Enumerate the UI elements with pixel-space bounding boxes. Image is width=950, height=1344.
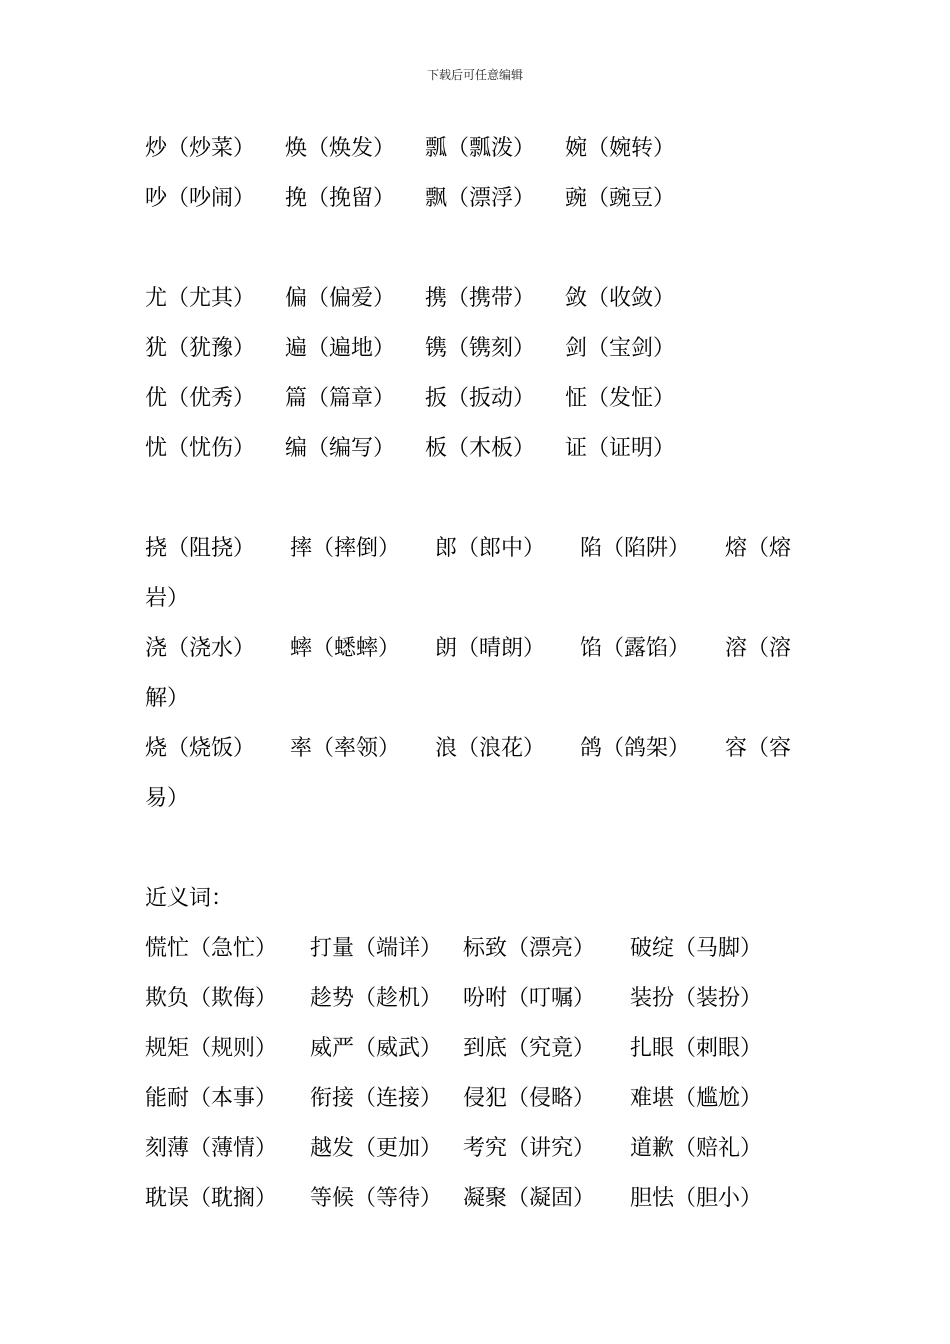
word-entry: 婉（婉转） bbox=[565, 136, 676, 161]
synonym-entry: 吩咐（叮嘱） bbox=[463, 986, 596, 1011]
spacer bbox=[145, 824, 835, 874]
word-entry: 郎（郎中） bbox=[435, 536, 546, 561]
word-entry: 吵（吵闹） bbox=[145, 186, 256, 211]
word-entry: 怔（发怔） bbox=[565, 386, 676, 411]
word-entry: 扳（扳动） bbox=[425, 386, 536, 411]
word-entry: 遍（遍地） bbox=[285, 336, 396, 361]
synonym-entry: 刻薄（薄情） bbox=[145, 1136, 278, 1161]
word-entry: 携（携带） bbox=[425, 286, 536, 311]
synonym-row bbox=[145, 974, 835, 1024]
word-line-continuation: 解） bbox=[145, 686, 190, 711]
word-row bbox=[145, 174, 835, 224]
word-entry: 鸽（鸽架） bbox=[580, 736, 691, 761]
word-entry: 镌（镌刻） bbox=[425, 336, 536, 361]
synonym-row bbox=[145, 1024, 835, 1074]
synonym-entry: 装扮（装扮） bbox=[630, 986, 763, 1011]
word-entry: 浪（浪花） bbox=[435, 736, 546, 761]
synonym-entry: 耽误（耽搁） bbox=[145, 1186, 278, 1211]
word-line-continuation: 岩） bbox=[145, 586, 190, 611]
synonym-entry: 侵犯（侵略） bbox=[463, 1086, 596, 1111]
word-entry: 率（率领） bbox=[290, 736, 401, 761]
word-entry: 豌（豌豆） bbox=[565, 186, 676, 211]
word-entry: 蟀（蟋蟀） bbox=[290, 636, 401, 661]
synonym-entry: 规矩（规则） bbox=[145, 1036, 278, 1061]
word-entry: 朗（晴朗） bbox=[435, 636, 546, 661]
synonym-entry: 能耐（本事） bbox=[145, 1086, 278, 1111]
word-line bbox=[145, 524, 835, 574]
synonym-row bbox=[145, 924, 835, 974]
word-entry: 挠（阻挠） bbox=[145, 536, 256, 561]
spacer bbox=[145, 474, 835, 524]
word-entry: 犹（犹豫） bbox=[145, 336, 256, 361]
synonym-entry: 破绽（马脚） bbox=[630, 936, 763, 961]
word-entry: 焕（焕发） bbox=[285, 136, 396, 161]
word-entry: 尤（尤其） bbox=[145, 286, 256, 311]
word-entry: 熔（熔 bbox=[725, 536, 792, 561]
synonym-entry: 考究（讲究） bbox=[463, 1136, 596, 1161]
synonym-row bbox=[145, 1124, 835, 1174]
word-entry: 浇（浇水） bbox=[145, 636, 256, 661]
word-entry: 板（木板） bbox=[425, 436, 536, 461]
word-entry: 偏（偏爱） bbox=[285, 286, 396, 311]
word-entry: 敛（收敛） bbox=[565, 286, 676, 311]
word-entry: 烧（烧饭） bbox=[145, 736, 256, 761]
synonym-entry: 凝聚（凝固） bbox=[463, 1186, 596, 1211]
synonym-entry: 到底（究竟） bbox=[463, 1036, 596, 1061]
word-row-wrapped bbox=[145, 724, 835, 824]
word-row bbox=[145, 424, 835, 474]
word-entry: 容（容 bbox=[725, 736, 792, 761]
word-row bbox=[145, 374, 835, 424]
word-row-wrapped bbox=[145, 524, 835, 624]
synonym-entry: 标致（漂亮） bbox=[463, 936, 596, 961]
word-entry: 篇（篇章） bbox=[285, 386, 396, 411]
word-entry: 馅（露馅） bbox=[580, 636, 691, 661]
synonym-entry: 难堪（尴尬） bbox=[630, 1086, 763, 1111]
word-entry: 溶（溶 bbox=[725, 636, 792, 661]
synonym-entry: 道歉（赔礼） bbox=[630, 1136, 763, 1161]
word-row bbox=[145, 274, 835, 324]
synonym-entry: 衔接（连接） bbox=[310, 1086, 443, 1111]
document-content bbox=[145, 124, 835, 1224]
word-entry: 编（编写） bbox=[285, 436, 396, 461]
word-row-wrapped bbox=[145, 624, 835, 724]
synonyms-title: 近义词： bbox=[145, 886, 234, 911]
synonym-entry: 欺负（欺侮） bbox=[145, 986, 278, 1011]
synonym-entry: 越发（更加） bbox=[310, 1136, 443, 1161]
word-entry: 忧（忧伤） bbox=[145, 436, 256, 461]
synonym-row bbox=[145, 1074, 835, 1124]
synonym-entry: 胆怯（胆小） bbox=[630, 1186, 763, 1211]
synonym-entry: 慌忙（急忙） bbox=[145, 936, 278, 961]
synonym-entry: 威严（威武） bbox=[310, 1036, 443, 1061]
word-entry: 证（证明） bbox=[565, 436, 676, 461]
word-entry: 飘（漂浮） bbox=[425, 186, 536, 211]
word-row bbox=[145, 324, 835, 374]
word-entry: 优（优秀） bbox=[145, 386, 256, 411]
word-entry: 瓢（瓢泼） bbox=[425, 136, 536, 161]
header-note: 下载后可任意编辑 bbox=[426, 68, 523, 82]
word-entry: 炒（炒菜） bbox=[145, 136, 256, 161]
synonym-entry: 趁势（趁机） bbox=[310, 986, 443, 1011]
synonym-row bbox=[145, 1174, 835, 1224]
word-row bbox=[145, 124, 835, 174]
word-entry: 陷（陷阱） bbox=[580, 536, 691, 561]
synonym-entry: 等候（等待） bbox=[310, 1186, 443, 1211]
word-line bbox=[145, 624, 835, 674]
word-entry: 剑（宝剑） bbox=[565, 336, 676, 361]
synonym-entry: 扎眼（刺眼） bbox=[630, 1036, 763, 1061]
word-entry: 挽（挽留） bbox=[285, 186, 396, 211]
spacer bbox=[145, 224, 835, 274]
word-entry: 摔（摔倒） bbox=[290, 536, 401, 561]
synonym-entry: 打量（端详） bbox=[310, 936, 443, 961]
word-line bbox=[145, 724, 835, 774]
word-line-continuation: 易） bbox=[145, 786, 190, 811]
